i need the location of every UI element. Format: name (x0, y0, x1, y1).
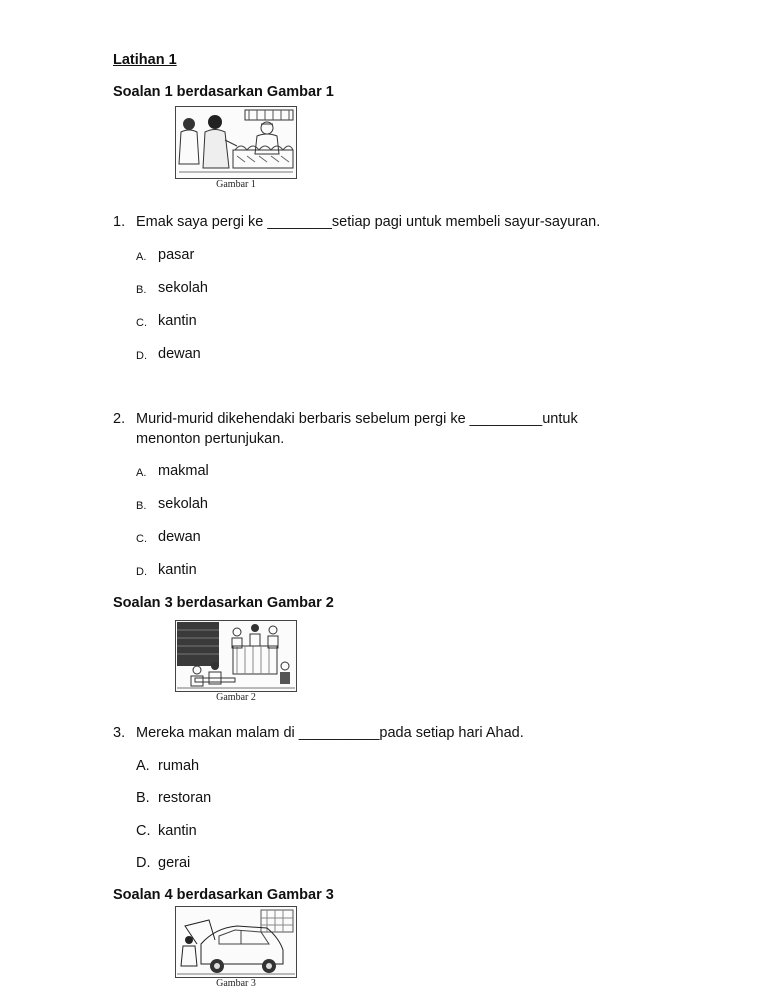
option-letter: B. (136, 500, 147, 512)
option-text[interactable]: gerai (158, 855, 191, 871)
question-number: 1. (113, 214, 126, 230)
question-text: Murid-murid dikehendaki berbaris sebelum pergi ke _________untuk (136, 411, 578, 427)
option-text[interactable]: dewan (158, 346, 201, 362)
section-heading: Soalan 4 berdasarkan Gambar 3 (113, 887, 334, 903)
option-letter: D. (136, 350, 147, 362)
option-text[interactable]: pasar (158, 247, 195, 263)
option-text[interactable]: rumah (158, 758, 200, 774)
option-letter: B. (136, 284, 147, 296)
option-text[interactable]: kantin (158, 823, 197, 839)
figure-1 (175, 106, 297, 190)
option-letter: C. (136, 533, 147, 545)
section-heading: Soalan 1 berdasarkan Gambar 1 (113, 84, 334, 100)
option-letter: C. (136, 823, 151, 839)
figure-3 (175, 906, 297, 989)
question-number: 2. (113, 411, 126, 427)
option-letter: D. (136, 855, 151, 871)
figure-caption: Gambar 2 (216, 692, 256, 703)
option-letter: C. (136, 317, 147, 329)
figure-caption: Gambar 3 (216, 978, 256, 989)
market-scene-illustration (175, 106, 297, 179)
option-text[interactable]: kantin (158, 313, 197, 329)
option-letter: A. (136, 467, 147, 479)
option-text[interactable]: makmal (158, 463, 209, 479)
page-title: Latihan 1 (113, 52, 177, 68)
option-letter: D. (136, 566, 147, 578)
option-text[interactable]: restoran (158, 790, 212, 806)
option-letter: A. (136, 251, 147, 263)
question-text: Mereka makan malam di __________pada setiap hari Ahad. (136, 725, 524, 741)
car-repair-illustration (175, 906, 297, 978)
option-letter: A. (136, 758, 150, 774)
question-text-continued: menonton pertunjukan. (136, 431, 285, 447)
figure-caption: Gambar 1 (216, 179, 256, 190)
option-text[interactable]: sekolah (158, 496, 208, 512)
section-heading: Soalan 3 berdasarkan Gambar 2 (113, 595, 334, 611)
family-dinner-illustration (175, 620, 297, 692)
question-number: 3. (113, 725, 126, 741)
option-text[interactable]: dewan (158, 529, 201, 545)
question-text: Emak saya pergi ke ________setiap pagi untuk membeli sayur-sayuran. (136, 214, 601, 230)
option-text[interactable]: kantin (158, 562, 197, 578)
figure-2 (175, 620, 297, 703)
option-letter: B. (136, 790, 150, 806)
option-text[interactable]: sekolah (158, 280, 208, 296)
